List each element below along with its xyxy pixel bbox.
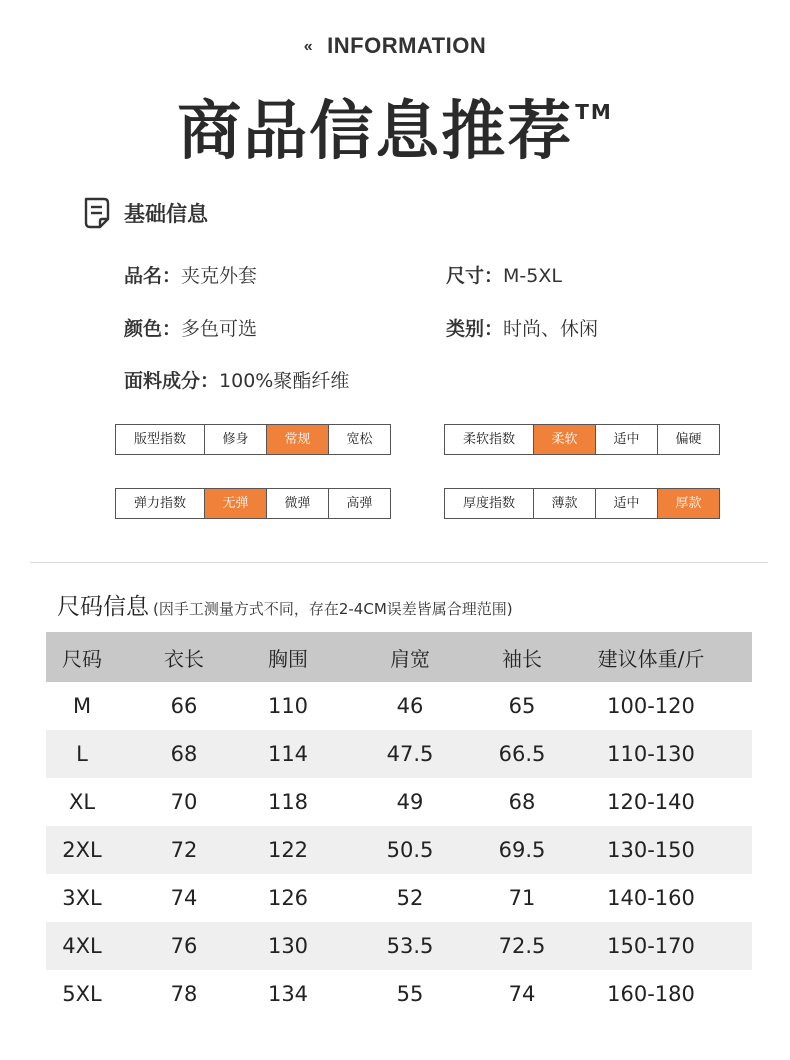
basic-info-heading [84,197,208,229]
table-cell: 71 [508,886,536,910]
rating-label: 弹力指数 [133,496,186,511]
table-cell: 2XL [62,838,102,862]
table-cell: 47.5 [386,742,434,766]
field-category: 类别：时尚、休闲 [446,318,599,340]
table-cell: 68 [170,742,198,766]
page-title-text: 商品信息推荐 [177,95,574,169]
table-header-cell: 建议体重/斤 [597,646,705,671]
table-cell: XL [68,790,96,814]
rating-option: 高弹 [328,489,390,518]
table-row [46,922,752,970]
table-row [46,730,752,778]
field-fabric: 面料成分：100%聚酯纤维 [124,370,350,392]
table-cell: 69.5 [498,838,546,862]
table-cell: 150-170 [607,934,695,958]
rating-option: 薄款 [533,489,595,518]
table-cell: M [72,694,92,718]
rating-option: 宽松 [328,425,390,454]
rating-option: 偏硬 [657,425,719,454]
rating-label: 版型指数 [133,432,186,447]
size-info-heading [57,588,513,621]
table-cell: 3XL [62,886,102,910]
table-cell: 78 [170,982,198,1006]
field-color: 颜色：多色可选 [124,318,258,340]
table-cell: 66.5 [498,742,546,766]
table-cell: 46 [396,694,424,718]
table-row [46,682,752,730]
table-cell: 120-140 [607,790,695,814]
table-header-cell: 肩宽 [390,646,430,671]
table-header-cell: 尺码 [62,646,102,671]
table-cell: 53.5 [386,934,434,958]
table-cell: 49 [396,790,424,814]
table-cell: 118 [267,790,309,814]
info-subtitle [0,33,790,59]
table-header-row [46,632,752,682]
table-cell: L [76,742,88,766]
page-title [0,80,790,172]
size-info-title: 尺码信息 [57,594,149,620]
document-icon [84,197,110,229]
subtitle-text: INFORMATION [327,33,487,58]
basic-info-title: 基础信息 [124,202,208,226]
rating-option: 常规 [266,425,328,454]
rating-option: 微弹 [266,489,328,518]
rating-option: 适中 [595,425,657,454]
table-cell: 65 [508,694,536,718]
table-cell: 70 [170,790,198,814]
table-row [46,778,752,826]
table-cell: 68 [508,790,536,814]
table-cell: 114 [267,742,309,766]
table-cell: 66 [170,694,198,718]
table-cell: 50.5 [386,838,434,862]
table-cell: 160-180 [607,982,695,1006]
double-chevron-left-icon: « [303,38,314,55]
field-product-name: 品名：夹克外套 [124,265,258,287]
table-cell: 134 [267,982,309,1006]
rating-label: 柔软指数 [462,432,515,447]
table-header-cell: 衣长 [164,646,204,671]
table-cell: 130 [267,934,309,958]
table-header-cell: 袖长 [502,646,542,671]
table-cell: 4XL [62,934,102,958]
table-cell: 72.5 [498,934,546,958]
size-table [46,632,752,1018]
table-cell: 74 [508,982,536,1006]
table-cell: 122 [267,838,309,862]
table-cell: 5XL [62,982,102,1006]
section-divider [30,562,768,563]
table-cell: 52 [396,886,424,910]
rating-option: 厚款 [657,489,719,518]
table-cell: 130-150 [607,838,695,862]
table-cell: 74 [170,886,198,910]
field-size: 尺寸：M-5XL [446,265,562,287]
table-header-cell: 胸围 [268,646,308,671]
table-row [46,826,752,874]
size-info-note: (因手工测量方式不同，存在2-4CM误差皆属合理范围) [153,600,513,618]
table-cell: 55 [396,982,424,1006]
table-cell: 140-160 [607,886,695,910]
table-row [46,970,752,1018]
table-cell: 110-130 [607,742,695,766]
rating-softness [444,424,720,455]
rating-thickness [444,488,720,519]
table-cell: 100-120 [607,694,695,718]
rating-label: 厚度指数 [462,496,515,511]
rating-option: 无弹 [204,489,266,518]
rating-elasticity [115,488,391,519]
rating-option: 柔软 [533,425,595,454]
table-cell: 76 [170,934,198,958]
table-cell: 72 [170,838,198,862]
table-row [46,874,752,922]
rating-option: 适中 [595,489,657,518]
rating-option: 修身 [204,425,266,454]
table-cell: 110 [267,694,309,718]
trademark-mark: TM [575,100,613,124]
table-cell: 126 [267,886,309,910]
rating-fit [115,424,391,455]
